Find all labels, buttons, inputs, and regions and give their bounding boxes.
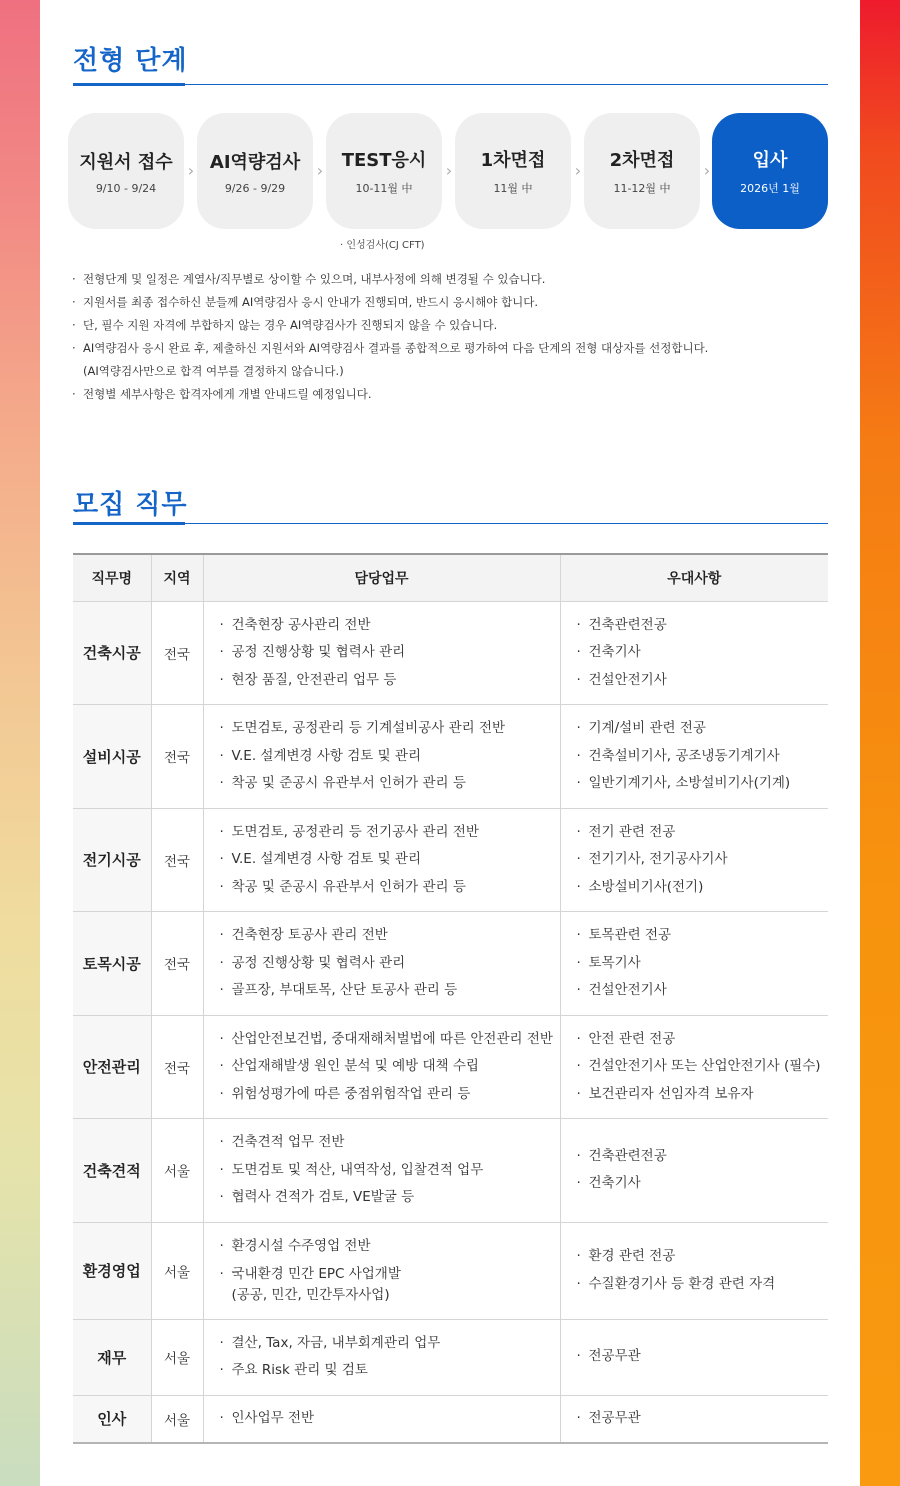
step-title: 1차면접: [480, 150, 546, 171]
pref-item: 건설안전기사 또는 산업안전기사 (필수): [588, 1058, 821, 1074]
job-name: 재무: [73, 1319, 151, 1395]
table-row: [73, 912, 828, 1016]
chevron-right-icon: ›: [316, 161, 324, 180]
step-title: 2차면접: [609, 150, 675, 171]
step-note: · 인성검사(CJ CFT): [340, 240, 425, 251]
job-duties: · 인사업무 전반: [203, 1395, 560, 1443]
table-row: [73, 1119, 828, 1223]
header-preferences: 우대사항: [560, 554, 828, 601]
jobs-title-underline: [73, 522, 185, 525]
job-name: 건축견적: [73, 1119, 151, 1223]
pref-item: 소방설비기사(전기): [588, 878, 704, 895]
job-name: 전기시공: [73, 808, 151, 912]
note-continuation: (AI역량검사만으로 합격 여부를 결정하지 않습니다.): [83, 364, 344, 378]
header-region: 지역: [151, 554, 203, 601]
duty-item: 산업재해발생 원인 분석 및 예방 대책 수립: [231, 1058, 479, 1074]
job-region: 서울: [151, 1319, 203, 1395]
step-test: [326, 113, 442, 229]
pref-item: 수질환경기사 등 환경 관련 자격: [588, 1275, 776, 1292]
note-item: · 전형단계 및 일정은 계열사/직무별로 상이할 수 있으며, 내부사정에 의해 변경될 수 있습니다.: [72, 272, 546, 286]
duty-item: 건축견적 업무 전반: [231, 1134, 345, 1150]
job-region: 전국: [151, 705, 203, 809]
step-date: 9/26 - 9/29: [224, 181, 286, 195]
pref-item: 토목기사: [588, 954, 641, 971]
pref-item: 전공무관: [588, 1410, 641, 1426]
duty-item: 도면검토, 공정관리 등 기계설비공사 관리 전반: [231, 720, 506, 736]
table-header-row: [73, 554, 828, 601]
pref-item: 전공무관: [588, 1348, 641, 1365]
chevron-right-icon: ›: [445, 161, 453, 180]
job-preferences: · 토목관련 전공 · 토목기사 · 건설안전기사: [560, 912, 828, 1016]
note-item: · AI역량검사 응시 완료 후, 제출하신 지원서와 AI역량검사 결과를 종합적으로 평가하여 다음 단계의 전형 대상자를 선정합니다.: [72, 341, 709, 355]
step-second-interview: [584, 113, 700, 229]
step-title: 입사: [752, 150, 788, 171]
duty-item: 도면검토 및 적산, 내역작성, 입찰견적 업무: [231, 1161, 484, 1178]
job-region: 서울: [151, 1222, 203, 1319]
note-item: · 전형별 세부사항은 합격자에게 개별 안내드릴 예정입니다.: [72, 387, 372, 401]
process-section-title: 전형 단계: [73, 46, 188, 76]
step-date: 2026년 1월: [740, 182, 800, 195]
table-row: [73, 1222, 828, 1319]
duty-item: 공정 진행상황 및 협력사 관리: [231, 954, 406, 971]
duty-subitem: (공공, 민간, 민간투자사업): [231, 1287, 390, 1303]
job-region: 서울: [151, 1119, 203, 1223]
step-title: 지원서 접수: [79, 151, 173, 173]
table-row: [73, 705, 828, 809]
pref-item: 전기 관련 전공: [588, 823, 676, 840]
pref-item: 건축관련전공: [588, 616, 667, 633]
job-preferences: · 안전 관련 전공 · 건설안전기사 또는 산업안전기사 (필수) · 보건관리자 선임자격 보유자: [560, 1015, 828, 1119]
job-preferences: · 전기 관련 전공 · 전기기사, 전기공사기사 · 소방설비기사(전기): [560, 808, 828, 912]
note-item: · 단, 필수 지원 자격에 부합하지 않는 경우 AI역량검사가 진행되지 않을 수 있습니다.: [72, 318, 498, 332]
content-panel: [40, 0, 860, 1486]
job-name: 건축시공: [73, 601, 151, 705]
duty-item: 협력사 견적가 검토, VE발굴 등: [231, 1189, 415, 1205]
job-region: 전국: [151, 912, 203, 1016]
table-row: [73, 1395, 828, 1443]
job-preferences: · 기계/설비 관련 전공 · 건축설비기사, 공조냉동기계기사 · 일반기계기사, 소방설비기사(기계): [560, 705, 828, 809]
jobs-title-divider: [73, 523, 828, 524]
job-duties: · 건축현장 토공사 관리 전반 · 공정 진행상황 및 협력사 관리 · 골프장, 부대토목, 산단 토공사 관리 등: [203, 912, 560, 1016]
header-duties: 담당업무: [203, 554, 560, 601]
job-duties: · 도면검토, 공정관리 등 전기공사 관리 전반 · V.E. 설계변경 사항 검토 및 관리 · 착공 및 준공시 유관부서 인허가 관리 등: [203, 808, 560, 912]
job-name: 환경영업: [73, 1222, 151, 1319]
duty-item: 위험성평가에 따른 중점위험작업 관리 등: [231, 1085, 471, 1102]
pref-item: 건설안전기사: [588, 982, 667, 998]
step-date: 11월 中: [493, 182, 533, 195]
pref-item: 토목관련 전공: [588, 927, 672, 943]
job-name: 설비시공: [73, 705, 151, 809]
job-duties: · 산업안전보건법, 중대재해처벌법에 따른 안전관리 전반 · 산업재해발생 원인 분석 및 예방 대책 수립 · 위험성평가에 따른 중점위험작업 관리 등: [203, 1015, 560, 1119]
pref-item: 건설안전기사: [588, 671, 667, 688]
step-date: 11-12월 中: [613, 182, 671, 195]
step-join: [712, 113, 828, 229]
header-job-name: 직무명: [73, 554, 151, 601]
process-notes: [72, 268, 812, 406]
table-row: [73, 1015, 828, 1119]
process-steps: [68, 113, 828, 229]
duty-item: 주요 Risk 관리 및 검토: [231, 1362, 368, 1378]
job-duties: · 도면검토, 공정관리 등 기계설비공사 관리 전반 · V.E. 설계변경 사항 검토 및 관리 · 착공 및 준공시 유관부서 인허가 관리 등: [203, 705, 560, 809]
job-duties: · 결산, Tax, 자금, 내부회계관리 업무 · 주요 Risk 관리 및 검토: [203, 1319, 560, 1395]
pref-item: 건축기사: [588, 1175, 641, 1192]
duty-item: 인사업무 전반: [231, 1410, 315, 1426]
step-date: 9/10 - 9/24: [95, 181, 157, 195]
duty-item: 국내환경 민간 EPC 사업개발: [231, 1265, 401, 1282]
process-title-divider: [73, 84, 828, 85]
pref-item: 안전 관련 전공: [588, 1030, 676, 1047]
job-name: 인사: [73, 1395, 151, 1443]
pref-item: 기계/설비 관련 전공: [588, 720, 706, 736]
job-region: 전국: [151, 1015, 203, 1119]
left-decorative-band: [0, 0, 40, 1486]
job-region: 서울: [151, 1395, 203, 1443]
duty-item: V.E. 설계변경 사항 검토 및 관리: [231, 851, 422, 867]
job-preferences: · 전공무관: [560, 1319, 828, 1395]
duty-item: 골프장, 부대토목, 산단 토공사 관리 등: [231, 982, 458, 998]
step-application: [68, 113, 184, 229]
duty-item: V.E. 설계변경 사항 검토 및 관리: [231, 747, 422, 764]
duty-item: 착공 및 준공시 유관부서 인허가 관리 등: [231, 878, 466, 895]
pref-item: 일반기계기사, 소방설비기사(기계): [588, 775, 791, 791]
job-preferences: · 건축관련전공 · 건축기사: [560, 1119, 828, 1223]
step-first-interview: [455, 113, 571, 229]
jobs-section-title: 모집 직무: [73, 490, 188, 520]
duty-item: 도면검토, 공정관리 등 전기공사 관리 전반: [231, 823, 479, 840]
pref-item: 건축설비기사, 공조냉동기계기사: [588, 747, 780, 764]
table-row: [73, 1319, 828, 1395]
duty-item: 공정 진행상황 및 협력사 관리: [231, 644, 406, 660]
jobs-table: [73, 553, 828, 1444]
step-title: AI역량검사: [209, 151, 301, 173]
job-preferences: · 건축관련전공 · 건축기사 · 건설안전기사: [560, 601, 828, 705]
duty-item: 환경시설 수주영업 전반: [231, 1238, 371, 1254]
pref-item: 건축기사: [588, 644, 641, 660]
chevron-right-icon: ›: [703, 161, 711, 180]
job-preferences: · 환경 관련 전공 · 수질환경기사 등 환경 관련 자격: [560, 1222, 828, 1319]
job-duties: · 환경시설 수주영업 전반 · 국내환경 민간 EPC 사업개발 (공공, 민간, 민간투자사업): [203, 1222, 560, 1319]
note-item: · 지원서를 최종 접수하신 분들께 AI역량검사 응시 안내가 진행되며, 반드시 응시해야 합니다.: [72, 295, 539, 309]
job-region: 전국: [151, 601, 203, 705]
duty-item: 건축현장 공사관리 전반: [231, 616, 371, 633]
chevron-right-icon: ›: [574, 161, 582, 180]
duty-item: 결산, Tax, 자금, 내부회계관리 업무: [231, 1334, 441, 1351]
step-date: 10-11월 中: [355, 182, 413, 195]
job-duties: · 건축견적 업무 전반 · 도면검토 및 적산, 내역작성, 입찰견적 업무 · 협력사 견적가 검토, VE발굴 등: [203, 1119, 560, 1223]
job-preferences: · 전공무관: [560, 1395, 828, 1443]
table-row: [73, 808, 828, 912]
table-row: [73, 601, 828, 705]
duty-item: 건축현장 토공사 관리 전반: [231, 927, 388, 943]
duty-item: 착공 및 준공시 유관부서 인허가 관리 등: [231, 775, 466, 791]
step-title: TEST응시: [341, 150, 427, 171]
job-duties: · 건축현장 공사관리 전반 · 공정 진행상황 및 협력사 관리 · 현장 품질, 안전관리 업무 등: [203, 601, 560, 705]
pref-item: 전기기사, 전기공사기사: [588, 851, 728, 867]
process-title-underline: [73, 83, 185, 86]
duty-item: 현장 품질, 안전관리 업무 등: [231, 671, 397, 688]
step-ai-assessment: [197, 113, 313, 229]
right-decorative-band: [860, 0, 900, 1486]
job-name: 토목시공: [73, 912, 151, 1016]
duty-item: 산업안전보건법, 중대재해처벌법에 따른 안전관리 전반: [231, 1030, 553, 1047]
pref-item: 건축관련전공: [588, 1147, 667, 1164]
chevron-right-icon: ›: [187, 161, 195, 180]
job-region: 전국: [151, 808, 203, 912]
pref-item: 보건관리자 선임자격 보유자: [588, 1085, 754, 1102]
pref-item: 환경 관련 전공: [588, 1248, 676, 1264]
job-name: 안전관리: [73, 1015, 151, 1119]
